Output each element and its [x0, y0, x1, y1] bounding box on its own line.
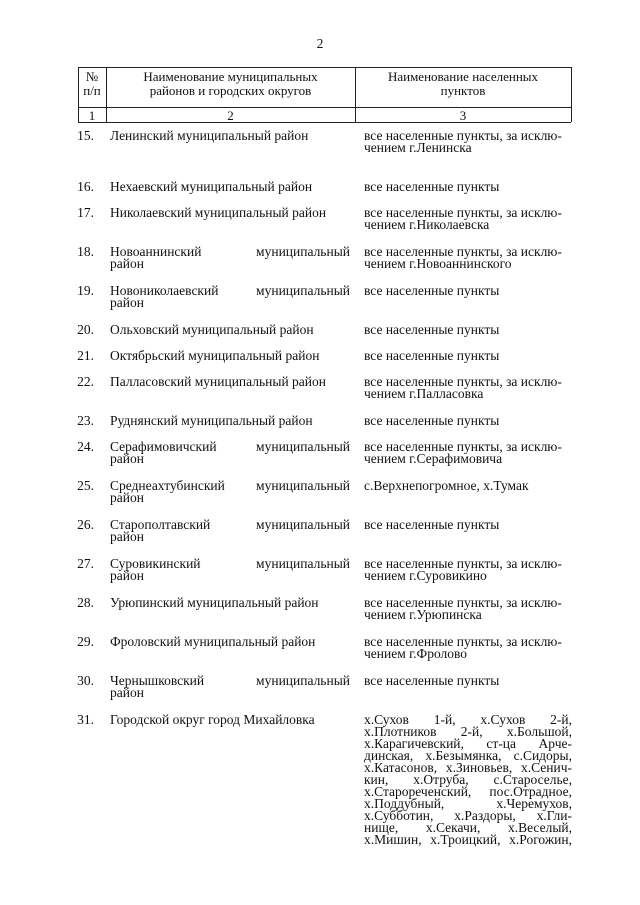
settlements-line: все населенные пункты, за исклю-	[364, 556, 562, 571]
settlements-line: х.Плотников 2-й, х.Большой,	[364, 724, 572, 739]
header-col-district: Наименование муниципальных районов и городских округов	[143, 69, 318, 98]
district-name: Палласовский муниципальный район	[110, 374, 326, 389]
settlements-line: динская, х.Безымянка, с.Сидоры,	[364, 748, 572, 763]
district-name: Октябрьский муниципальный район	[110, 348, 320, 363]
header-col-settlements: Наименование населенных пунктов	[387, 69, 539, 98]
settlements-line: х.Катасонов, х.Зиновьев, х.Сенич-	[364, 760, 572, 775]
row-number: 17.	[77, 205, 94, 220]
district-name: Ольховский муниципальный район	[110, 322, 314, 337]
settlements-line: все населенные пункты	[364, 348, 500, 363]
district-name: Среднеахтубинский муниципальный район	[110, 478, 350, 505]
row-number: 18.	[77, 244, 94, 259]
district-name: Николаевский муниципальный район	[110, 205, 327, 220]
settlements-cell	[364, 285, 572, 297]
district-name: Фроловский муниципальный район	[110, 634, 316, 649]
settlements-line: кин, х.Отруба, с.Староселье,	[364, 772, 572, 787]
settlements-line: все населенные пункты, за исклю-	[364, 595, 562, 610]
row-number: 20.	[77, 322, 94, 337]
settlements-line: все населенные пункты, за исклю-	[364, 244, 562, 259]
settlements-line: все населенные пункты	[364, 413, 500, 428]
settlements-cell	[364, 181, 572, 193]
column-index-2: 2	[227, 108, 234, 123]
settlements-line: х.Мишин, х.Троицкий, х.Рогожин,	[364, 832, 572, 847]
settlements-line: все населенные пункты, за исклю-	[364, 634, 562, 649]
settlements-cell	[364, 636, 572, 660]
settlements-line: х.Субботин, х.Раздоры, х.Гли-	[364, 808, 572, 823]
district-name: Серафимовичский муниципальный район	[110, 439, 350, 466]
settlements-cell	[364, 246, 572, 270]
district-name: Городской округ город Михайловка	[110, 712, 315, 727]
row-number: 30.	[77, 673, 94, 688]
column-index-1: 1	[88, 108, 96, 123]
page-number: 2	[316, 36, 324, 51]
row-number: 19.	[77, 283, 94, 298]
column-index-3: 3	[459, 108, 467, 123]
district-name: Чернышковский муниципальный район	[110, 673, 350, 700]
settlements-cell	[364, 597, 572, 621]
settlements-cell	[364, 714, 572, 846]
settlements-cell	[364, 558, 572, 582]
district-name: Нехаевский муниципальный район	[110, 179, 313, 194]
row-number: 21.	[77, 348, 94, 363]
settlements-cell	[364, 675, 572, 687]
district-name: Суровикинский муниципальный район	[110, 556, 350, 583]
settlements-cell	[364, 415, 572, 427]
row-number: 31.	[77, 712, 94, 727]
district-name: Старополтавский муниципальный район	[110, 517, 350, 544]
district-name: Руднянский муниципальный район	[110, 413, 313, 428]
settlements-line: все населенные пункты	[364, 179, 500, 194]
settlements-line: х.Поддубный, х.Черемухов,	[364, 796, 572, 811]
settlements-line: все населенные пункты	[364, 322, 500, 337]
settlements-cell	[364, 130, 572, 154]
settlements-cell	[364, 376, 572, 400]
settlements-line: все населенные пункты	[364, 517, 500, 532]
settlements-line: х.Старореченский, пос.Отрадное,	[364, 784, 572, 799]
row-number: 29.	[77, 634, 94, 649]
settlements-cell	[364, 324, 572, 336]
district-name: Новониколаевский муниципальный район	[110, 283, 350, 310]
settlements-line: х.Сухов 1-й, х.Сухов 2-й,	[364, 712, 572, 727]
settlements-line: все населенные пункты, за исклю-	[364, 439, 562, 454]
row-number: 23.	[77, 413, 94, 428]
settlements-line: чением г.Урюпинска	[364, 607, 482, 622]
row-number: 22.	[77, 374, 94, 389]
row-number: 27.	[77, 556, 94, 571]
settlements-line: чением г.Фролово	[364, 646, 468, 661]
row-number: 15.	[77, 128, 94, 143]
settlements-line: нище, х.Секачи, х.Веселый,	[364, 820, 572, 835]
settlements-cell	[364, 441, 572, 465]
row-number: 24.	[77, 439, 94, 454]
row-number: 25.	[77, 478, 94, 493]
district-name: Урюпинский муниципальный район	[110, 595, 319, 610]
settlements-line: чением г.Серафимовича	[364, 451, 503, 466]
settlements-line: все населенные пункты	[364, 673, 500, 688]
settlements-line: чением г.Николаевска	[364, 217, 490, 232]
settlements-line: чением г.Суровикино	[364, 568, 487, 583]
settlements-line: все населенные пункты, за исклю-	[364, 205, 562, 220]
settlements-cell	[364, 207, 572, 231]
header-col-number: № п/п	[83, 69, 101, 98]
settlements-line: все населенные пункты, за исклю-	[364, 128, 562, 143]
row-number: 26.	[77, 517, 94, 532]
settlements-cell	[364, 480, 572, 492]
district-name: Новоаннинский муниципальный район	[110, 244, 350, 271]
settlements-line: х.Карагичевский, ст-ца Арче-	[364, 736, 572, 751]
district-name: Ленинский муниципальный район	[110, 128, 309, 143]
settlements-line: чением г.Палласовка	[364, 386, 484, 401]
settlements-line: чением г.Ленинска	[364, 140, 472, 155]
settlements-line: все населенные пункты	[364, 283, 500, 298]
settlements-cell	[364, 350, 572, 362]
settlements-line: чением г.Новоаннинского	[364, 256, 512, 271]
row-number: 16.	[77, 179, 94, 194]
row-number: 28.	[77, 595, 94, 610]
settlements-line: с.Верхнепогромное, х.Тумак	[364, 478, 529, 493]
settlements-line: все населенные пункты, за исклю-	[364, 374, 562, 389]
settlements-cell	[364, 519, 572, 531]
